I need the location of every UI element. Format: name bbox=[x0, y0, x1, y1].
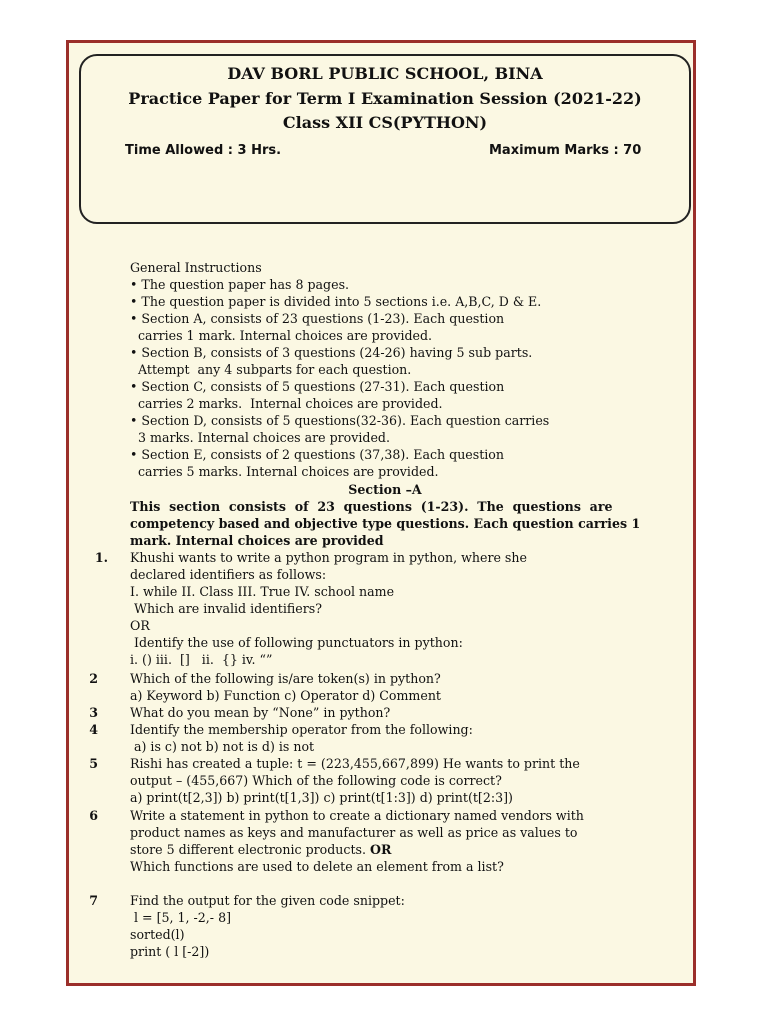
time-allowed: Time Allowed : 3 Hrs. bbox=[125, 143, 282, 158]
question-text: I. while II. Class III. True IV. school name bbox=[130, 584, 395, 599]
question-text: l = [5, 1, -2,- 8] bbox=[130, 910, 231, 925]
question-number: 4 bbox=[89, 722, 98, 737]
question-text: output – (455,667) Which of the following code is correct? bbox=[130, 773, 502, 788]
instruction-line: 3 marks. Internal choices are provided. bbox=[130, 430, 390, 445]
question-text: Identify the membership operator from the following: bbox=[130, 722, 473, 737]
max-marks: Maximum Marks : 70 bbox=[489, 143, 642, 158]
instruction-line: • Section A, consists of 23 questions (1-23). Each question bbox=[130, 311, 505, 326]
question-text: What do you mean by “None” in python? bbox=[130, 705, 391, 720]
question-number: 1. bbox=[94, 550, 108, 565]
section-a-intro: competency based and objective type questions. Each question carries 1 bbox=[130, 516, 641, 531]
question-text: Which functions are used to delete an element from a list? bbox=[130, 859, 504, 874]
instructions-heading: General Instructions bbox=[130, 260, 262, 275]
question-text-segment: store 5 different electronic products. bbox=[130, 842, 366, 857]
question-text: Which are invalid identifiers? bbox=[130, 601, 322, 616]
question-text bbox=[130, 841, 391, 858]
question-number: 6 bbox=[89, 808, 98, 823]
question-text: i. () iii. [] ii. {} iv. “” bbox=[130, 652, 273, 667]
section-a-intro: mark. Internal choices are provided bbox=[130, 533, 384, 548]
question-text: Khushi wants to write a python program in python, where she bbox=[130, 550, 527, 565]
question-text: Find the output for the given code snippet: bbox=[130, 893, 405, 908]
instruction-line: • Section B, consists of 3 questions (24-26) having 5 sub parts. bbox=[130, 345, 533, 360]
instruction-line: carries 5 marks. Internal choices are provided. bbox=[130, 464, 439, 479]
question-number: 2 bbox=[89, 671, 98, 686]
instruction-line: • Section D, consists of 5 questions(32-36). Each question carries bbox=[130, 413, 550, 428]
question-text: declared identifiers as follows: bbox=[130, 567, 327, 582]
instruction-line: • Section C, consists of 5 questions (27-31). Each question bbox=[130, 379, 505, 394]
question-text: a) print(t[2,3]) b) print(t[1,3]) c) print(t[1:3]) d) print(t[2:3]) bbox=[130, 790, 513, 805]
question-text: Rishi has created a tuple: t = (223,455,667,899) He wants to print the bbox=[130, 756, 580, 771]
question-text: Write a statement in python to create a dictionary named vendors with bbox=[130, 808, 584, 823]
question-text: print ( l [-2]) bbox=[130, 944, 210, 959]
instruction-line: carries 2 marks. Internal choices are provided. bbox=[130, 396, 443, 411]
instruction-line: • The question paper has 8 pages. bbox=[130, 277, 350, 292]
question-text: a) Keyword b) Function c) Operator d) Comment bbox=[130, 688, 441, 703]
instruction-line: • The question paper is divided into 5 sections i.e. A,B,C, D & E. bbox=[130, 294, 542, 309]
school-name: DAV BORL PUBLIC SCHOOL, BINA bbox=[227, 64, 543, 83]
question-text: product names as keys and manufacturer as well as price as values to bbox=[130, 825, 578, 840]
class-title: Class XII CS(PYTHON) bbox=[282, 113, 488, 132]
or-label: OR bbox=[370, 842, 392, 857]
section-a-intro: This section consists of 23 questions (1-23). The questions are bbox=[130, 499, 613, 514]
question-text: sorted(l) bbox=[130, 927, 185, 942]
question-number: 7 bbox=[89, 893, 98, 908]
instruction-line: • Section E, consists of 2 questions (37,38). Each question bbox=[130, 447, 504, 462]
instruction-line: Attempt any 4 subparts for each question. bbox=[130, 362, 412, 377]
question-number: 3 bbox=[89, 705, 98, 720]
paper-title: Practice Paper for Term I Examination Session (2021-22) bbox=[128, 89, 642, 108]
instruction-line: carries 1 mark. Internal choices are provided. bbox=[130, 328, 433, 343]
question-text: Identify the use of following punctuators in python: bbox=[130, 635, 463, 650]
question-text: a) is c) not b) not is d) is not bbox=[130, 739, 315, 754]
question-text: Which of the following is/are token(s) in python? bbox=[130, 671, 441, 686]
question-text: OR bbox=[130, 618, 150, 633]
section-a-title: Section –A bbox=[348, 482, 422, 497]
question-number: 5 bbox=[89, 756, 98, 771]
header-box bbox=[79, 54, 691, 224]
